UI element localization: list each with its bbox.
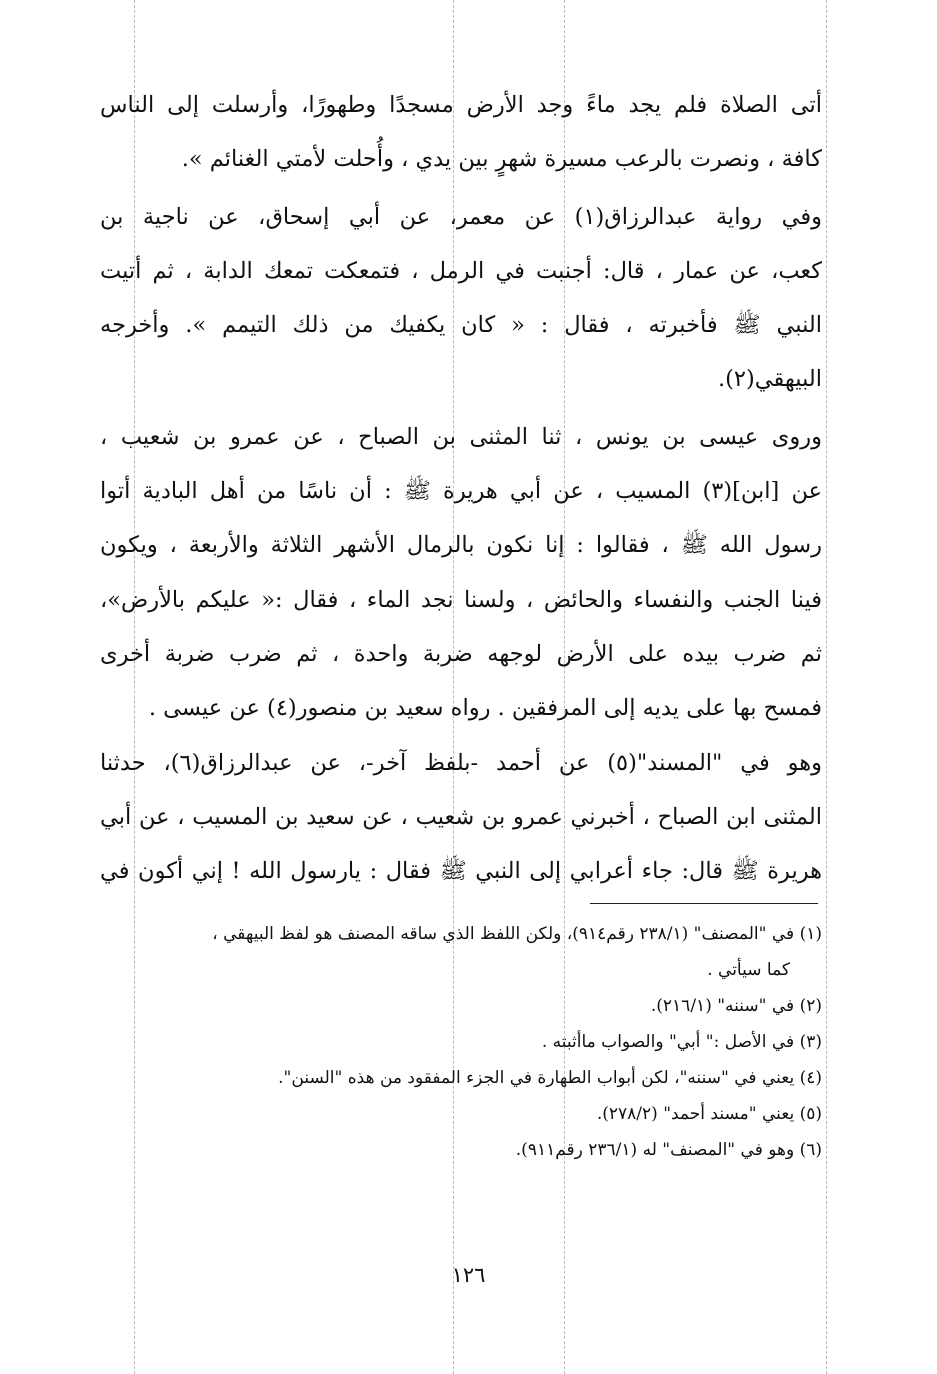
text-line: النبي ﷺ فأخبرته ، فقال : « كان يكفيك من ذلك التيمم ». وأخرجه [100, 312, 822, 339]
footnote-separator [590, 903, 818, 904]
text-line: ثم ضرب بيده على الأرض لوجهه ضربة واحدة ، ثم ضرب ضربة أخرى [100, 640, 822, 667]
text-line: عن [ابن](٣) المسيب ، عن أبي هريرة ﷺ : أن ناسًا من أهل البادية أتوا [100, 478, 822, 505]
text-line: كافة ، ونصرت بالرعب مسيرة شهرٍ بين يدي ، وأُحلت لأمتي الغنائم ». [181, 146, 822, 173]
text-line: فينا الجنب والنفساء والحائض ، ولسنا نجد الماء ، فقال :« عليكم بالأرض»، [100, 586, 822, 613]
footnote-5: (٥) يعني "مسند أحمد" (٢٧٨/٢). [596, 1104, 822, 1124]
footnote-1-continued: كما سيأتي . [707, 960, 790, 980]
text-line: أتى الصلاة فلم يجد ماءً وجد الأرض مسجدًا وطهورًا، وأرسلت إلى الناس [100, 92, 822, 118]
text-line: وهو في "المسند"(٥) عن أحمد -بلفظ آخر-، عن عبدالرزاق(٦)، حدثنا [100, 749, 822, 776]
text-line: فمسح بها على يديه إلى المرفقين . رواه سعيد بن منصور(٤) عن عيسى . [148, 695, 822, 722]
page-number: ١٢٦ [451, 1263, 486, 1287]
footnote-2: (٢) في "سننه" (٢١٦/١). [650, 996, 822, 1016]
main-text [100, 78, 822, 898]
text-line: هريرة ﷺ قال: جاء أعرابي إلى النبي ﷺ فقال : يارسول الله ! إني أكون في [100, 858, 822, 885]
text-line: كعب، عن عمار ، قال: أجنبت في الرمل ، فتمعكت تمعك الدابة ، ثم أتيت [100, 257, 822, 284]
text-line: وفي رواية عبدالرزاق(١) عن معمر، عن أبي إسحاق، عن ناجية بن [100, 203, 822, 230]
scan-guide-line [826, 0, 827, 1374]
text-line: المثنى ابن الصباح ، أخبرني عمرو بن شعيب ، عن سعيد بن المسيب ، عن أبي [100, 803, 822, 830]
text-line: البيهقي(٢). [717, 366, 822, 393]
text-line: رسول الله ﷺ ، فقالوا : إنا نكون بالرمال الأشهر الثلاثة والأربعة ، ويكون [100, 532, 822, 559]
footnotes [96, 916, 822, 1168]
footnote-3: (٣) في الأصل :" أبي" والصواب ماأثبته . [541, 1032, 822, 1052]
text-line: وروى عيسى بن يونس ، ثنا المثنى بن الصباح ، عن عمرو بن شعيب ، [100, 423, 822, 450]
footnote-4: (٤) يعني في "سننه"، لكن أبواب الطهارة في الجزء المفقود من هذه "السنن". [278, 1068, 822, 1088]
footnote-6: (٦) وهو في "المصنف" له (٢٣٦/١ رقم٩١١). [515, 1140, 822, 1160]
footnote-1: (١) في "المصنف" (٢٣٨/١ رقم٩١٤)، ولكن اللفظ الذي ساقه المصنف هو لفظ البيهقي ، [212, 924, 822, 944]
